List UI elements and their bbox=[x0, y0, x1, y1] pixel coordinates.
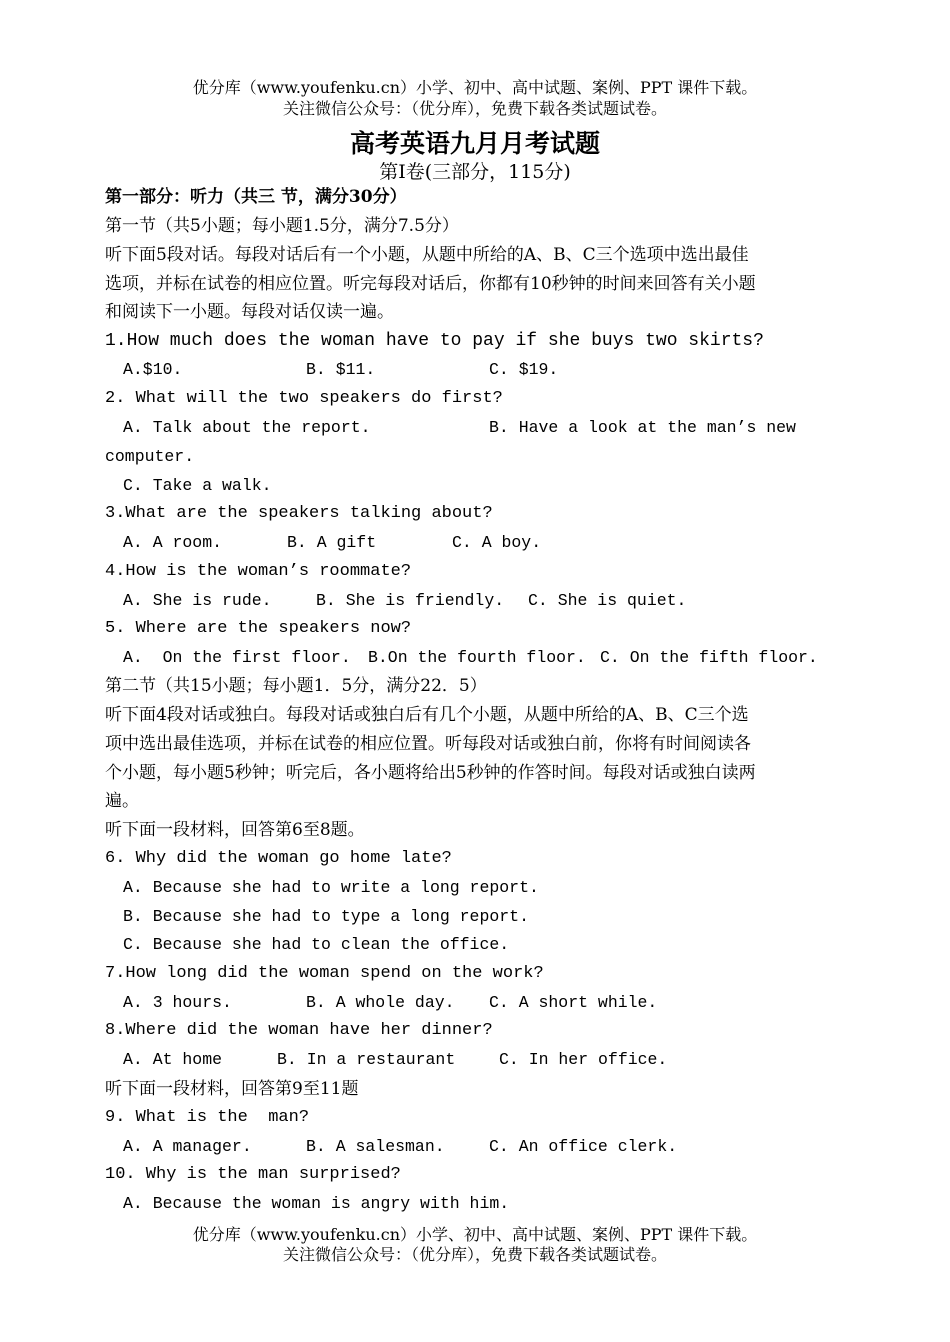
q2-option-b: B. Have a look at the man’s new bbox=[489, 418, 796, 437]
question-2: 2. What will the two speakers do first? bbox=[105, 389, 503, 408]
q10-option-a: A. Because the woman is angry with him. bbox=[123, 1194, 510, 1213]
q7-option-a: A. 3 hours. bbox=[123, 993, 232, 1012]
q6-option-b: B. Because she had to type a long report. bbox=[123, 907, 529, 926]
q4-option-b: B. She is friendly. bbox=[316, 591, 505, 610]
question-6: 6. Why did the woman go home late? bbox=[105, 849, 452, 868]
q9-option-c: C. An office clerk. bbox=[489, 1137, 678, 1156]
q4-option-a: A. She is rude. bbox=[123, 591, 272, 610]
exam-title: 高考英语九月月考试题 bbox=[349, 129, 600, 158]
question-10: 10. Why is the man surprised? bbox=[105, 1165, 401, 1184]
q9-option-a: A. A manager. bbox=[123, 1137, 252, 1156]
question-7: 7.How long did the woman spend on the work? bbox=[105, 964, 544, 983]
q2-option-b-continued: computer. bbox=[105, 447, 195, 466]
q4-option-c: C. She is quiet. bbox=[528, 591, 687, 610]
q8-option-b: B. In a restaurant bbox=[277, 1050, 456, 1069]
header-line-1: 优分库（www.youfenku.cn）小学、初中、高中试题、案例、PPT 课件下载。 bbox=[192, 78, 758, 97]
section2-instruction-3: 个小题，每小题5秒钟；听完后，各小题将给出5秒钟的作答时间。每段对话或独白读两 bbox=[105, 763, 756, 783]
q9-option-b: B. A salesman. bbox=[306, 1137, 445, 1156]
question-3: 3.What are the speakers talking about? bbox=[105, 504, 493, 523]
q3-option-c: C. A boy. bbox=[452, 533, 542, 552]
q3-option-a: A. A room. bbox=[123, 533, 223, 552]
section1-instruction-3: 和阅读下一小题。每段对话仅读一遍。 bbox=[105, 302, 394, 322]
q6-option-a: A. Because she had to write a long report. bbox=[123, 878, 539, 897]
section1-instruction-1: 听下面5段对话。每段对话后有一个小题，从题中所给的A、B、C三个选项中选出最佳 bbox=[105, 245, 749, 265]
q6-option-c: C. Because she had to clean the office. bbox=[123, 935, 510, 954]
q8-option-a: A. At home bbox=[123, 1050, 223, 1069]
q3-option-b: B. A gift bbox=[287, 533, 377, 552]
header-line-2: 关注微信公众号：（优分库），免费下载各类试题试卷。 bbox=[282, 99, 667, 118]
q5-option-c: C. On the fifth floor. bbox=[600, 648, 818, 667]
q7-option-c: C. A short while. bbox=[489, 993, 658, 1012]
material-6-8-instruction: 听下面一段材料，回答第6至8题。 bbox=[105, 820, 365, 840]
footer-line-1: 优分库（www.youfenku.cn）小学、初中、高中试题、案例、PPT 课件下载。 bbox=[192, 1225, 758, 1244]
question-1: 1.How much does the woman have to pay if she buys two skirts? bbox=[105, 331, 764, 351]
section2-instruction-1: 听下面4段对话或独白。每段对话或独白后有几个小题，从题中所给的A、B、C三个选 bbox=[105, 705, 749, 725]
material-9-11-instruction: 听下面一段材料，回答第9至11题 bbox=[105, 1079, 359, 1099]
exam-subtitle: 第I卷(三部分，115分) bbox=[379, 161, 571, 183]
section2-instruction-2: 项中选出最佳选项，并标在试卷的相应位置。听每段对话或独白前，你将有时间阅读各 bbox=[105, 734, 751, 754]
section2-instruction-4: 遍。 bbox=[105, 791, 139, 811]
part1-heading: 第一部分：听力（共三 节，满分30分） bbox=[105, 187, 407, 207]
q1-option-b: B. $11. bbox=[306, 360, 376, 379]
footer-line-2: 关注微信公众号：（优分库），免费下载各类试题试卷。 bbox=[282, 1245, 667, 1264]
section1-heading: 第一节（共5小题；每小题1.5分，满分7.5分） bbox=[105, 216, 459, 236]
q5-option-a: A. On the first floor. bbox=[123, 648, 351, 667]
q8-option-c: C. In her office. bbox=[499, 1050, 668, 1069]
q7-option-b: B. A whole day. bbox=[306, 993, 455, 1012]
question-8: 8.Where did the woman have her dinner? bbox=[105, 1021, 493, 1040]
question-5: 5. Where are the speakers now? bbox=[105, 619, 412, 638]
section2-heading: 第二节（共15小题；每小题1．5分，满分22．5） bbox=[105, 676, 487, 696]
question-9: 9. What is the man? bbox=[105, 1108, 310, 1127]
q1-option-a: A.$10. bbox=[123, 360, 183, 379]
section1-instruction-2: 选项，并标在试卷的相应位置。听完每段对话后，你都有10秒钟的时间来回答有关小题 bbox=[105, 274, 756, 294]
question-4: 4.How is the woman’s roommate? bbox=[105, 562, 412, 581]
q1-option-c: C. $19. bbox=[489, 360, 559, 379]
q2-option-a: A. Talk about the report. bbox=[123, 418, 371, 437]
q2-option-c: C. Take a walk. bbox=[123, 476, 272, 495]
q5-option-b: B.On the fourth floor. bbox=[368, 648, 586, 667]
